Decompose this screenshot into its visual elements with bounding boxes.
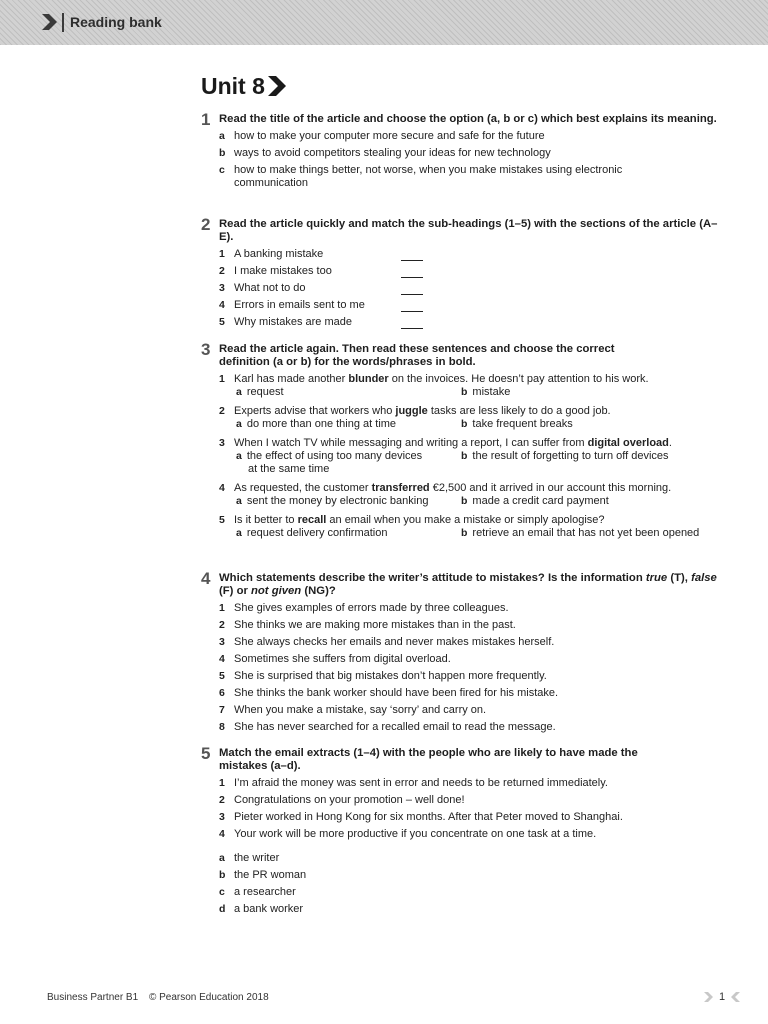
item-text: She gives examples of errors made by three colleagues. [234, 602, 509, 614]
list-item [219, 687, 721, 700]
item-label: 2 [219, 619, 225, 631]
instruction-false: false [691, 572, 717, 584]
item-label: 5 [219, 514, 225, 526]
item-label: 3 [219, 282, 225, 294]
exercise-number: 2 [201, 215, 211, 234]
item-text: a bank worker [234, 903, 304, 915]
item-label: 8 [219, 721, 225, 733]
exercise-number: 1 [201, 110, 211, 129]
item-text [219, 482, 711, 495]
answer-blank[interactable] [401, 311, 423, 312]
item-text: When you make a mistake, say ‘sorry’ and carry on. [234, 704, 487, 716]
option-text: request [246, 386, 284, 398]
item-text: how to make things better, not worse, when you make mistakes using electronic communication [234, 164, 623, 189]
sentence-end: . [668, 437, 672, 449]
answer-options [219, 495, 711, 508]
sentence-end: €2,500 and it arrived in our account this morning. [429, 482, 672, 494]
item-text: What not to do [234, 282, 306, 294]
answer-options [219, 527, 711, 540]
item-text: Why mistakes are made [234, 316, 352, 328]
person-item [219, 886, 721, 899]
option-text-continued: at the same time [248, 463, 330, 475]
item-label: 2 [219, 265, 225, 277]
item-text: She thinks we are making more mistakes than in the past. [234, 619, 516, 631]
reading-bank-header [0, 0, 768, 45]
footer-copyright: © Pearson Education 2018 [148, 992, 269, 1003]
item-text [219, 405, 711, 418]
item-label: 4 [219, 299, 225, 311]
answer-blank[interactable] [401, 260, 423, 261]
sentence-start: As requested, the customer [234, 482, 372, 494]
list-item [219, 636, 721, 649]
exercise-instruction: Read the article again. Then read these sentences and choose the correct definition (a or b) for the words/phrases in bold. [219, 343, 615, 368]
list-item [219, 130, 721, 143]
bold-term: transferred [371, 482, 430, 494]
item-label: 6 [219, 687, 225, 699]
exercise-4 [201, 569, 721, 734]
option-text: the effect of using too many devices [246, 450, 423, 462]
sentence-start: Karl has made another [234, 373, 349, 385]
bold-term: blunder [348, 373, 389, 385]
bold-term: recall [297, 514, 327, 526]
list-item [219, 282, 721, 295]
item-text: She is surprised that big mistakes don’t happen more frequently. [234, 670, 547, 682]
item-text: Congratulations on your promotion – well done! [234, 794, 465, 806]
exercise-5 [201, 744, 721, 916]
item-text: how to make your computer more secure and safe for the future [234, 130, 545, 142]
exercise-2 [201, 215, 721, 329]
instruction-not-given: not given [251, 585, 302, 597]
answer-options [219, 450, 711, 476]
instruction-true: true [645, 572, 668, 584]
page-footer [47, 992, 269, 1004]
sentence-end: an email when you make a mistake or simply apologise? [326, 514, 605, 526]
item-text: the PR woman [234, 869, 307, 881]
instruction-text: Which statements describe the writer’s attitude to mistakes? Is the information [219, 572, 643, 584]
item-text: I make mistakes too [234, 265, 332, 277]
option-text: made a credit card payment [472, 495, 609, 507]
item-label: 3 [219, 437, 225, 449]
item-label: 4 [219, 653, 225, 665]
list-item [219, 619, 721, 632]
item-text: Pieter worked in Hong Kong for six months. After that Peter moved to Shanghai. [234, 811, 623, 823]
option-text: retrieve an email that has not yet been opened [472, 527, 700, 539]
header-title: Reading bank [70, 14, 162, 30]
option-b[interactable]: b made a credit card payment [461, 495, 609, 507]
item-text: I’m afraid the money was sent in error and needs to be returned immediately. [234, 777, 608, 789]
unit-title [201, 71, 286, 101]
sentence-start: Experts advise that workers who [234, 405, 396, 417]
list-item [219, 828, 721, 841]
chevron-right-icon [268, 76, 286, 96]
list-item [219, 653, 721, 666]
item-text: Your work will be more productive if you concentrate on one task at a time. [234, 828, 597, 840]
option-a[interactable]: a do more than one thing at time [236, 418, 397, 430]
item-label: b [219, 869, 226, 881]
item-label: 4 [219, 828, 225, 840]
item-label: 1 [219, 373, 225, 385]
unit-title-text: Unit 8 [201, 73, 265, 99]
list-item [219, 811, 721, 824]
list-item [219, 704, 721, 717]
instruction-text: (F) or [219, 585, 251, 597]
list-item [219, 299, 721, 312]
item-text: A banking mistake [234, 248, 324, 260]
header-divider [62, 13, 64, 32]
item-label: b [219, 147, 226, 159]
answer-options [219, 418, 711, 431]
item-label: 2 [219, 405, 225, 417]
sentence-end: tasks are less likely to do a good job. [427, 405, 611, 417]
sentence-end: on the invoices. He doesn’t pay attention to his work. [388, 373, 649, 385]
chevron-right-icon [42, 14, 60, 30]
item-label: c [219, 164, 225, 176]
item-label: 5 [219, 316, 225, 328]
item-text [219, 373, 711, 386]
item-label: 7 [219, 704, 225, 716]
item-label: a [219, 130, 225, 142]
exercise-instruction: Match the email extracts (1–4) with the people who are likely to have made the mistakes (a–d). [219, 747, 638, 772]
list-item [219, 265, 721, 278]
item-text: Sometimes she suffers from digital overload. [234, 653, 451, 665]
list-item [219, 147, 721, 160]
answer-blank[interactable] [401, 294, 423, 295]
answer-blank[interactable] [401, 277, 423, 278]
exercise-number: 4 [201, 569, 211, 588]
item-label: a [219, 852, 225, 864]
option-text: take frequent breaks [472, 418, 573, 430]
item-text [219, 514, 711, 527]
answer-blank[interactable] [401, 328, 423, 329]
item-text: She has never searched for a recalled email to read the message. [234, 721, 556, 733]
option-a[interactable]: a sent the money by electronic banking [236, 495, 429, 507]
exercise-3 [201, 340, 711, 540]
question-item [219, 514, 711, 527]
item-label: 1 [219, 777, 225, 789]
item-text: the writer [234, 852, 280, 864]
exercise-number: 3 [201, 340, 211, 359]
question-item [219, 482, 711, 495]
list-item [219, 794, 721, 807]
item-text: Errors in emails sent to me [234, 299, 365, 311]
item-text: She thinks the bank worker should have been fired for his mistake. [234, 687, 559, 699]
option-a[interactable]: a the effect of using too many devices at the same time [236, 450, 441, 476]
item-text [219, 437, 711, 450]
item-label: c [219, 886, 225, 898]
exercise-number: 5 [201, 744, 211, 763]
bold-term: digital overload [587, 437, 669, 449]
person-item [219, 852, 721, 865]
instruction-text: (NG)? [301, 585, 336, 597]
exercise-instruction [219, 572, 721, 598]
item-text: ways to avoid competitors stealing your ideas for new technology [234, 147, 551, 159]
sentence-start: Is it better to [234, 514, 298, 526]
question-item [219, 437, 711, 450]
list-item [219, 777, 721, 790]
list-item [219, 721, 721, 734]
option-b[interactable]: b retrieve an email that has not yet been opened [461, 527, 700, 539]
item-label: 4 [219, 482, 225, 494]
option-a[interactable]: a request [236, 386, 284, 398]
exercise-instruction: Read the article quickly and match the sub-headings (1–5) with the sections of the article (A–E). [219, 218, 718, 243]
exercise-instruction: Read the title of the article and choose the option (a, b or c) which best explains its meaning. [219, 113, 717, 125]
list-item [219, 164, 649, 190]
item-label: 1 [219, 248, 225, 260]
question-item [219, 405, 711, 418]
list-item [219, 602, 721, 615]
question-item [219, 373, 711, 386]
item-text: a researcher [234, 886, 296, 898]
instruction-text: (T), [667, 572, 692, 584]
item-label: 1 [219, 602, 225, 614]
option-a[interactable]: a request delivery confirmation [236, 527, 388, 539]
item-label: d [219, 903, 226, 915]
list-item [219, 248, 721, 261]
option-text: request delivery confirmation [246, 527, 388, 539]
next-page-icon[interactable] [704, 992, 714, 1002]
person-item [219, 903, 721, 916]
previous-page-icon[interactable] [730, 992, 740, 1002]
option-text: the result of forgetting to turn off devices [472, 450, 669, 462]
option-b[interactable]: b the result of forgetting to turn off devices [461, 450, 669, 462]
sentence-start: When I watch TV while messaging and writing a report, I can suffer from [234, 437, 588, 449]
option-b[interactable]: b mistake [461, 386, 511, 398]
item-text: She always checks her emails and never makes mistakes herself. [234, 636, 555, 648]
option-b[interactable]: b take frequent breaks [461, 418, 573, 430]
page-navigation [704, 990, 740, 1004]
bold-term: juggle [395, 405, 428, 417]
answer-options [219, 386, 711, 399]
item-label: 2 [219, 794, 225, 806]
list-item [219, 316, 721, 329]
list-item [219, 670, 721, 683]
page-number: 1 [719, 991, 726, 1003]
footer-course: Business Partner B1 [47, 992, 139, 1003]
option-text: do more than one thing at time [246, 418, 397, 430]
option-text: mistake [472, 386, 511, 398]
item-label: 3 [219, 811, 225, 823]
exercise-1 [201, 110, 721, 190]
item-label: 5 [219, 670, 225, 682]
person-item [219, 869, 721, 882]
option-text: sent the money by electronic banking [246, 495, 429, 507]
item-label: 3 [219, 636, 225, 648]
